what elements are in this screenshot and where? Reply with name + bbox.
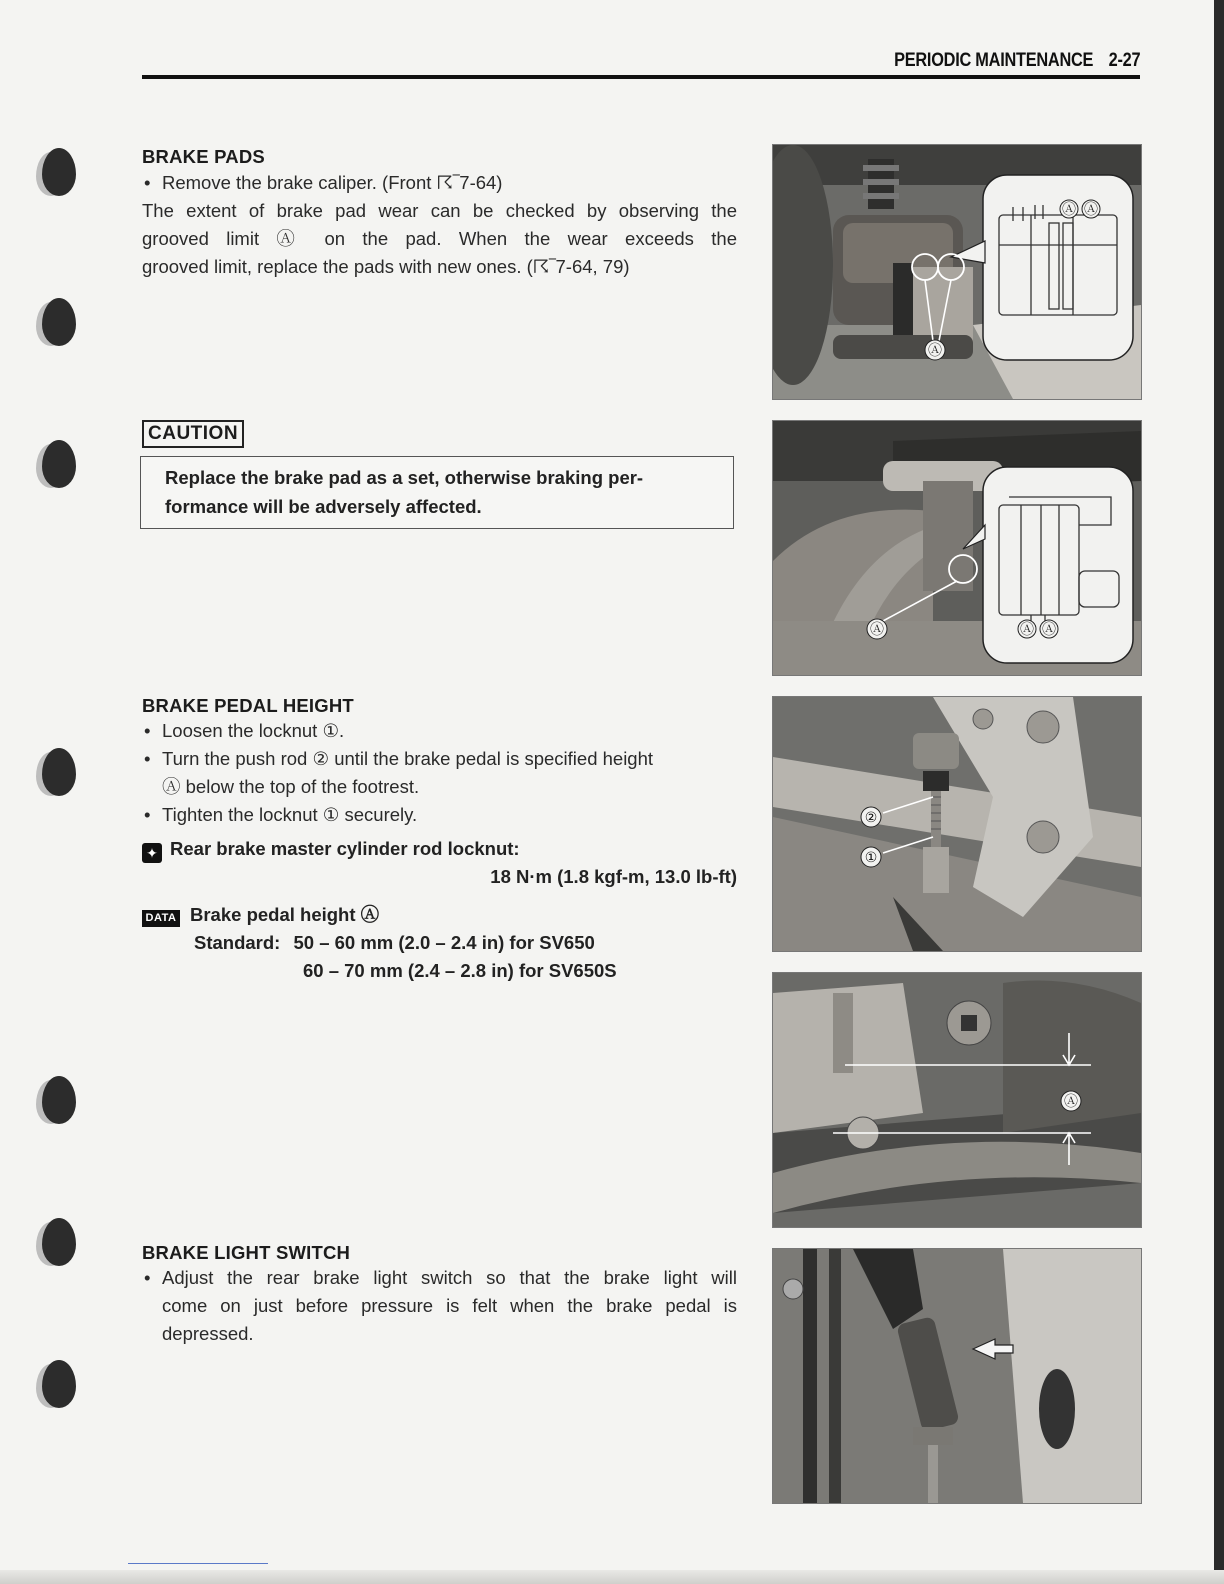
instruction-bullet: • Loosen the locknut ①. — [142, 717, 737, 745]
callout-label: Ⓐ — [1042, 622, 1056, 638]
pedal-linkage-photo — [772, 696, 1142, 952]
torque-label: Rear brake master cylinder rod locknut: — [170, 838, 520, 859]
header-rule — [142, 75, 1140, 79]
standard-value-sv650: 50 – 60 mm (2.0 – 2.4 in) for SV650 — [293, 932, 595, 953]
brake-light-switch-photo — [772, 1248, 1142, 1504]
torque-spec — [142, 835, 737, 863]
callout-label: ② — [864, 810, 878, 826]
page-edge — [1214, 0, 1224, 1584]
callout-label: Ⓐ — [1020, 622, 1034, 638]
instruction-continuation: Ⓐ below the top of the footrest. — [162, 776, 420, 797]
standard-value-sv650s: 60 – 70 mm (2.4 – 2.8 in) for SV650S — [303, 960, 617, 981]
data-icon: DATA — [142, 910, 180, 927]
binding-hole — [42, 148, 76, 196]
page-number: 2-27 — [1108, 50, 1140, 71]
binding-hole — [42, 1218, 76, 1266]
spec-title: Brake pedal height Ⓐ — [190, 904, 380, 925]
callout-label: Ⓐ — [1064, 1094, 1078, 1110]
pedal-height-illustration — [773, 973, 1141, 1227]
instruction-continuation: depressed. — [162, 1323, 254, 1344]
caution-text — [165, 463, 710, 521]
standard-row — [142, 929, 737, 957]
bottom-mark — [128, 1563, 268, 1564]
binding-holes — [0, 0, 90, 1584]
binding-hole — [42, 1076, 76, 1124]
rear-caliper-photo — [772, 420, 1142, 676]
instruction-bullet: • Remove the brake caliper. (Front ☈‾7-64) — [142, 169, 737, 197]
section-title: BRAKE PADS — [142, 146, 265, 167]
section-title: BRAKE LIGHT SWITCH — [142, 1242, 351, 1263]
instruction-continuation: come on just before pressure is felt when the brake pedal is — [162, 1295, 737, 1316]
caution-box — [140, 456, 734, 529]
brake-pads-section — [142, 146, 737, 281]
pedal-linkage-illustration — [773, 697, 1141, 951]
instruction-bullet: • Adjust the rear brake light switch so that the brake light will — [142, 1264, 737, 1292]
paragraph-line: grooved limit Ⓐ on the pad. When the wear exceeds the — [142, 228, 737, 249]
torque-value: 18 N·m (1.8 kgf-m, 13.0 lb-ft) — [490, 866, 737, 887]
caution-label: CAUTION — [142, 420, 244, 448]
callout-label: Ⓐ — [1062, 202, 1076, 218]
instruction-bullet: • Tighten the locknut ① securely. — [142, 801, 737, 829]
callout-label: Ⓐ — [1084, 202, 1098, 218]
paragraph-line: grooved limit, replace the pads with new ones. (☈‾7-64, 79) — [142, 256, 630, 277]
paragraph-line: The extent of brake pad wear can be checked by observing the — [142, 200, 737, 221]
caution-line: Replace the brake pad as a set, otherwise braking per- — [165, 467, 644, 488]
brake-light-switch-section — [142, 1242, 737, 1348]
pedal-height-spec — [142, 901, 737, 929]
front-caliper-photo — [772, 144, 1142, 400]
binding-hole — [42, 298, 76, 346]
standard-label: Standard: — [194, 932, 281, 953]
rear-caliper-illustration — [773, 421, 1141, 675]
page-bottom-edge — [0, 1570, 1224, 1584]
callout-label: ① — [864, 850, 878, 866]
binding-hole — [42, 1360, 76, 1408]
callout-label: Ⓐ — [870, 622, 884, 638]
section-name: PERIODIC MAINTENANCE — [893, 50, 1093, 71]
binding-hole — [42, 440, 76, 488]
brake-pedal-height-section — [142, 695, 737, 985]
torque-wrench-icon: ✦ — [142, 843, 162, 863]
binding-hole — [42, 748, 76, 796]
pedal-height-photo — [772, 972, 1142, 1228]
header-title — [894, 50, 1140, 72]
front-caliper-illustration — [773, 145, 1141, 399]
callout-label: Ⓐ — [928, 343, 942, 359]
section-title: BRAKE PEDAL HEIGHT — [142, 695, 354, 716]
instruction-bullet: • Turn the push rod ② until the brake pedal is specified height — [142, 745, 737, 773]
brake-light-switch-illustration — [773, 1249, 1141, 1503]
page-header — [142, 48, 1140, 78]
caution-line: formance will be adversely affected. — [165, 496, 482, 517]
